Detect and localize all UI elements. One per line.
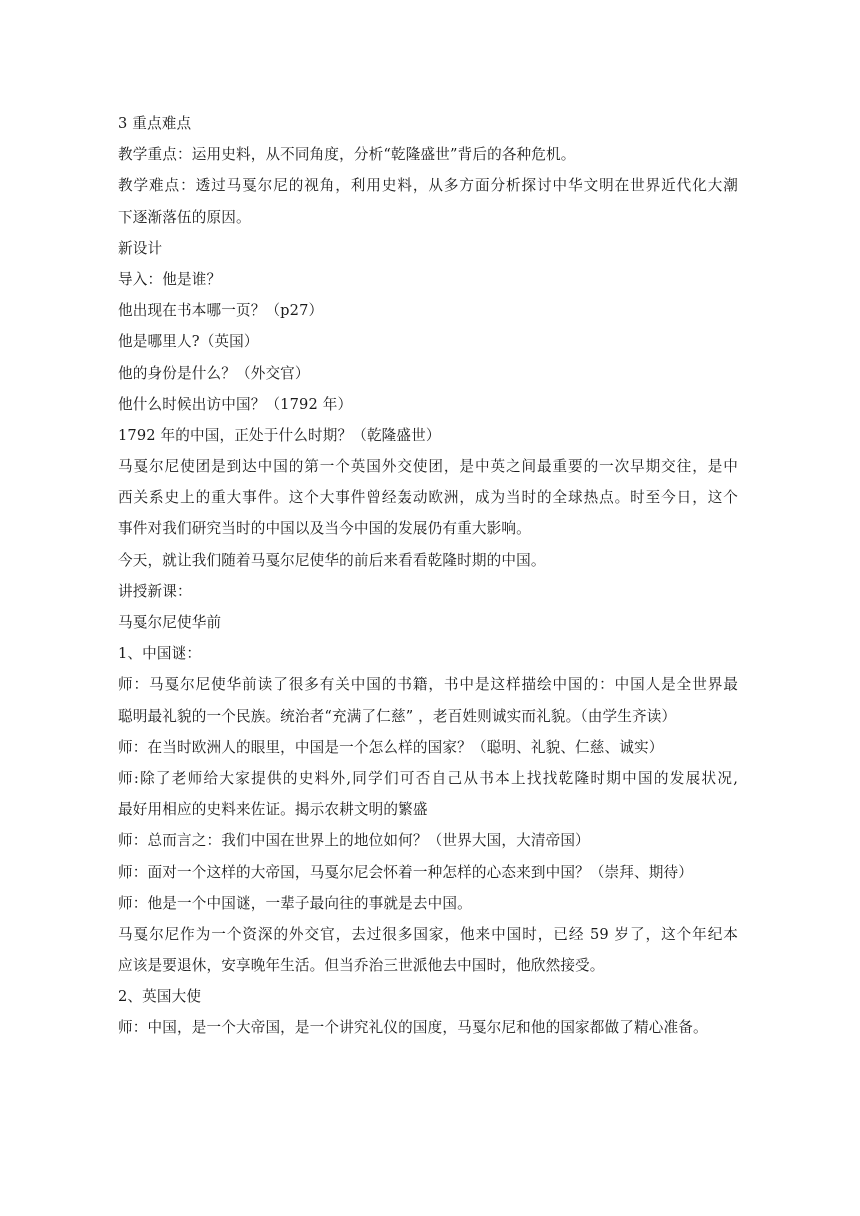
- text-line: 最好用相应的史料来佐证。揭示农耕文明的繁盛: [118, 801, 428, 819]
- paragraph: [118, 139, 738, 170]
- text-line: 教学重点：运用史料，从不同角度，分析“乾隆盛世”背后的各种危机。: [118, 146, 576, 164]
- text-line: 师：中国，是一个大帝国，是一个讲究礼仪的国度，马戛尔尼和他的国家都做了精心准备。: [118, 1019, 708, 1037]
- document-body: [118, 108, 738, 1044]
- text-line: 事件对我们研究当时的中国以及当今中国的发展仍有重大影响。: [118, 520, 531, 538]
- text-line: 马戛尔尼使华前: [118, 614, 222, 631]
- paragraph: [118, 576, 738, 607]
- text-line: 他是哪里人?（英国）: [118, 333, 259, 351]
- paragraph: [118, 638, 738, 669]
- paragraph: [118, 919, 738, 981]
- text-line: 师：总而言之：我们中国在世界上的地位如何？（世界大国，大清帝国）: [118, 832, 590, 850]
- text-line: 师：面对一个这样的大帝国，马戛尔尼会怀着一种怎样的心态来到中国？（崇拜、期待）: [118, 863, 694, 881]
- paragraph: [118, 326, 738, 357]
- text-line: 聪明最礼貌的一个民族。统治者“充满了仁慈” ，老百姓则诚实而礼貌。（由学生齐读）: [118, 707, 677, 725]
- text-line: 师：在当时欧洲人的眼里，中国是一个怎么样的国家？（聪明、礼貌、仁慈、诚实）: [118, 738, 664, 756]
- text-line: 马戛尔尼使团是到达中国的第一个英国外交使团，是中英之间最重要的一次早期交往，是中: [118, 458, 738, 476]
- paragraph: [118, 732, 738, 763]
- text-line: 师：他是一个中国谜，一辈子最向往的事就是去中国。: [118, 894, 472, 912]
- paragraph: [118, 981, 738, 1012]
- text-line: 3 重点难点: [118, 115, 192, 132]
- paragraph: [118, 233, 738, 264]
- text-line: 应该是要退休，安享晚年生活。但当乔治三世派他去中国时，他欣然接受。: [118, 957, 605, 975]
- text-line: 讲授新课：: [118, 582, 192, 600]
- paragraph: [118, 888, 738, 919]
- paragraph: [118, 825, 738, 856]
- paragraph: [118, 389, 738, 420]
- text-line: 导入：他是谁？: [118, 270, 222, 288]
- paragraph: [118, 170, 738, 232]
- text-line: 师:除了老师给大家提供的史料外,同学们可否自己从书本上找找乾隆时期中国的发展状况,: [118, 769, 738, 787]
- paragraph: [118, 545, 738, 576]
- paragraph: [118, 763, 738, 825]
- paragraph: [118, 358, 738, 389]
- text-line: 西关系史上的重大事件。这个大事件曾经轰动欧洲，成为当时的全球热点。时至今日，这个: [118, 489, 738, 507]
- paragraph: [118, 451, 738, 545]
- paragraph: [118, 264, 738, 295]
- text-line: 2、英国大使: [118, 988, 202, 1006]
- paragraph: [118, 857, 738, 888]
- text-line: 他出现在书本哪一页？（p27）: [118, 302, 324, 320]
- text-line: 新设计: [118, 239, 163, 257]
- paragraph: [118, 295, 738, 326]
- paragraph: [118, 607, 738, 638]
- text-line: 1、中国谜：: [118, 645, 202, 663]
- text-line: 今天，就让我们随着马戛尔尼使华的前后来看看乾隆时期的中国。: [118, 551, 546, 569]
- text-line: 马戛尔尼作为一个资深的外交官，去过很多国家，他来中国时，已经 59 岁了，这个年纪本: [118, 925, 738, 943]
- text-line: 下逐渐落伍的原因。: [118, 208, 251, 226]
- text-line: 1792 年的中国，正处于什么时期？（乾隆盛世）: [118, 426, 441, 444]
- text-line: 教学难点：透过马戛尔尼的视角，利用史料，从多方面分析探讨中华文明在世界近代化大潮: [118, 177, 738, 195]
- paragraph: [118, 669, 738, 731]
- text-line: 他的身份是什么？（外交官）: [118, 364, 310, 382]
- paragraph: [118, 420, 738, 451]
- text-line: 他什么时候出访中国？（1792 年）: [118, 395, 353, 413]
- paragraph: [118, 1012, 738, 1043]
- paragraph: [118, 108, 738, 139]
- text-line: 师：马戛尔尼使华前读了很多有关中国的书籍，书中是这样描绘中国的：中国人是全世界最: [118, 676, 738, 694]
